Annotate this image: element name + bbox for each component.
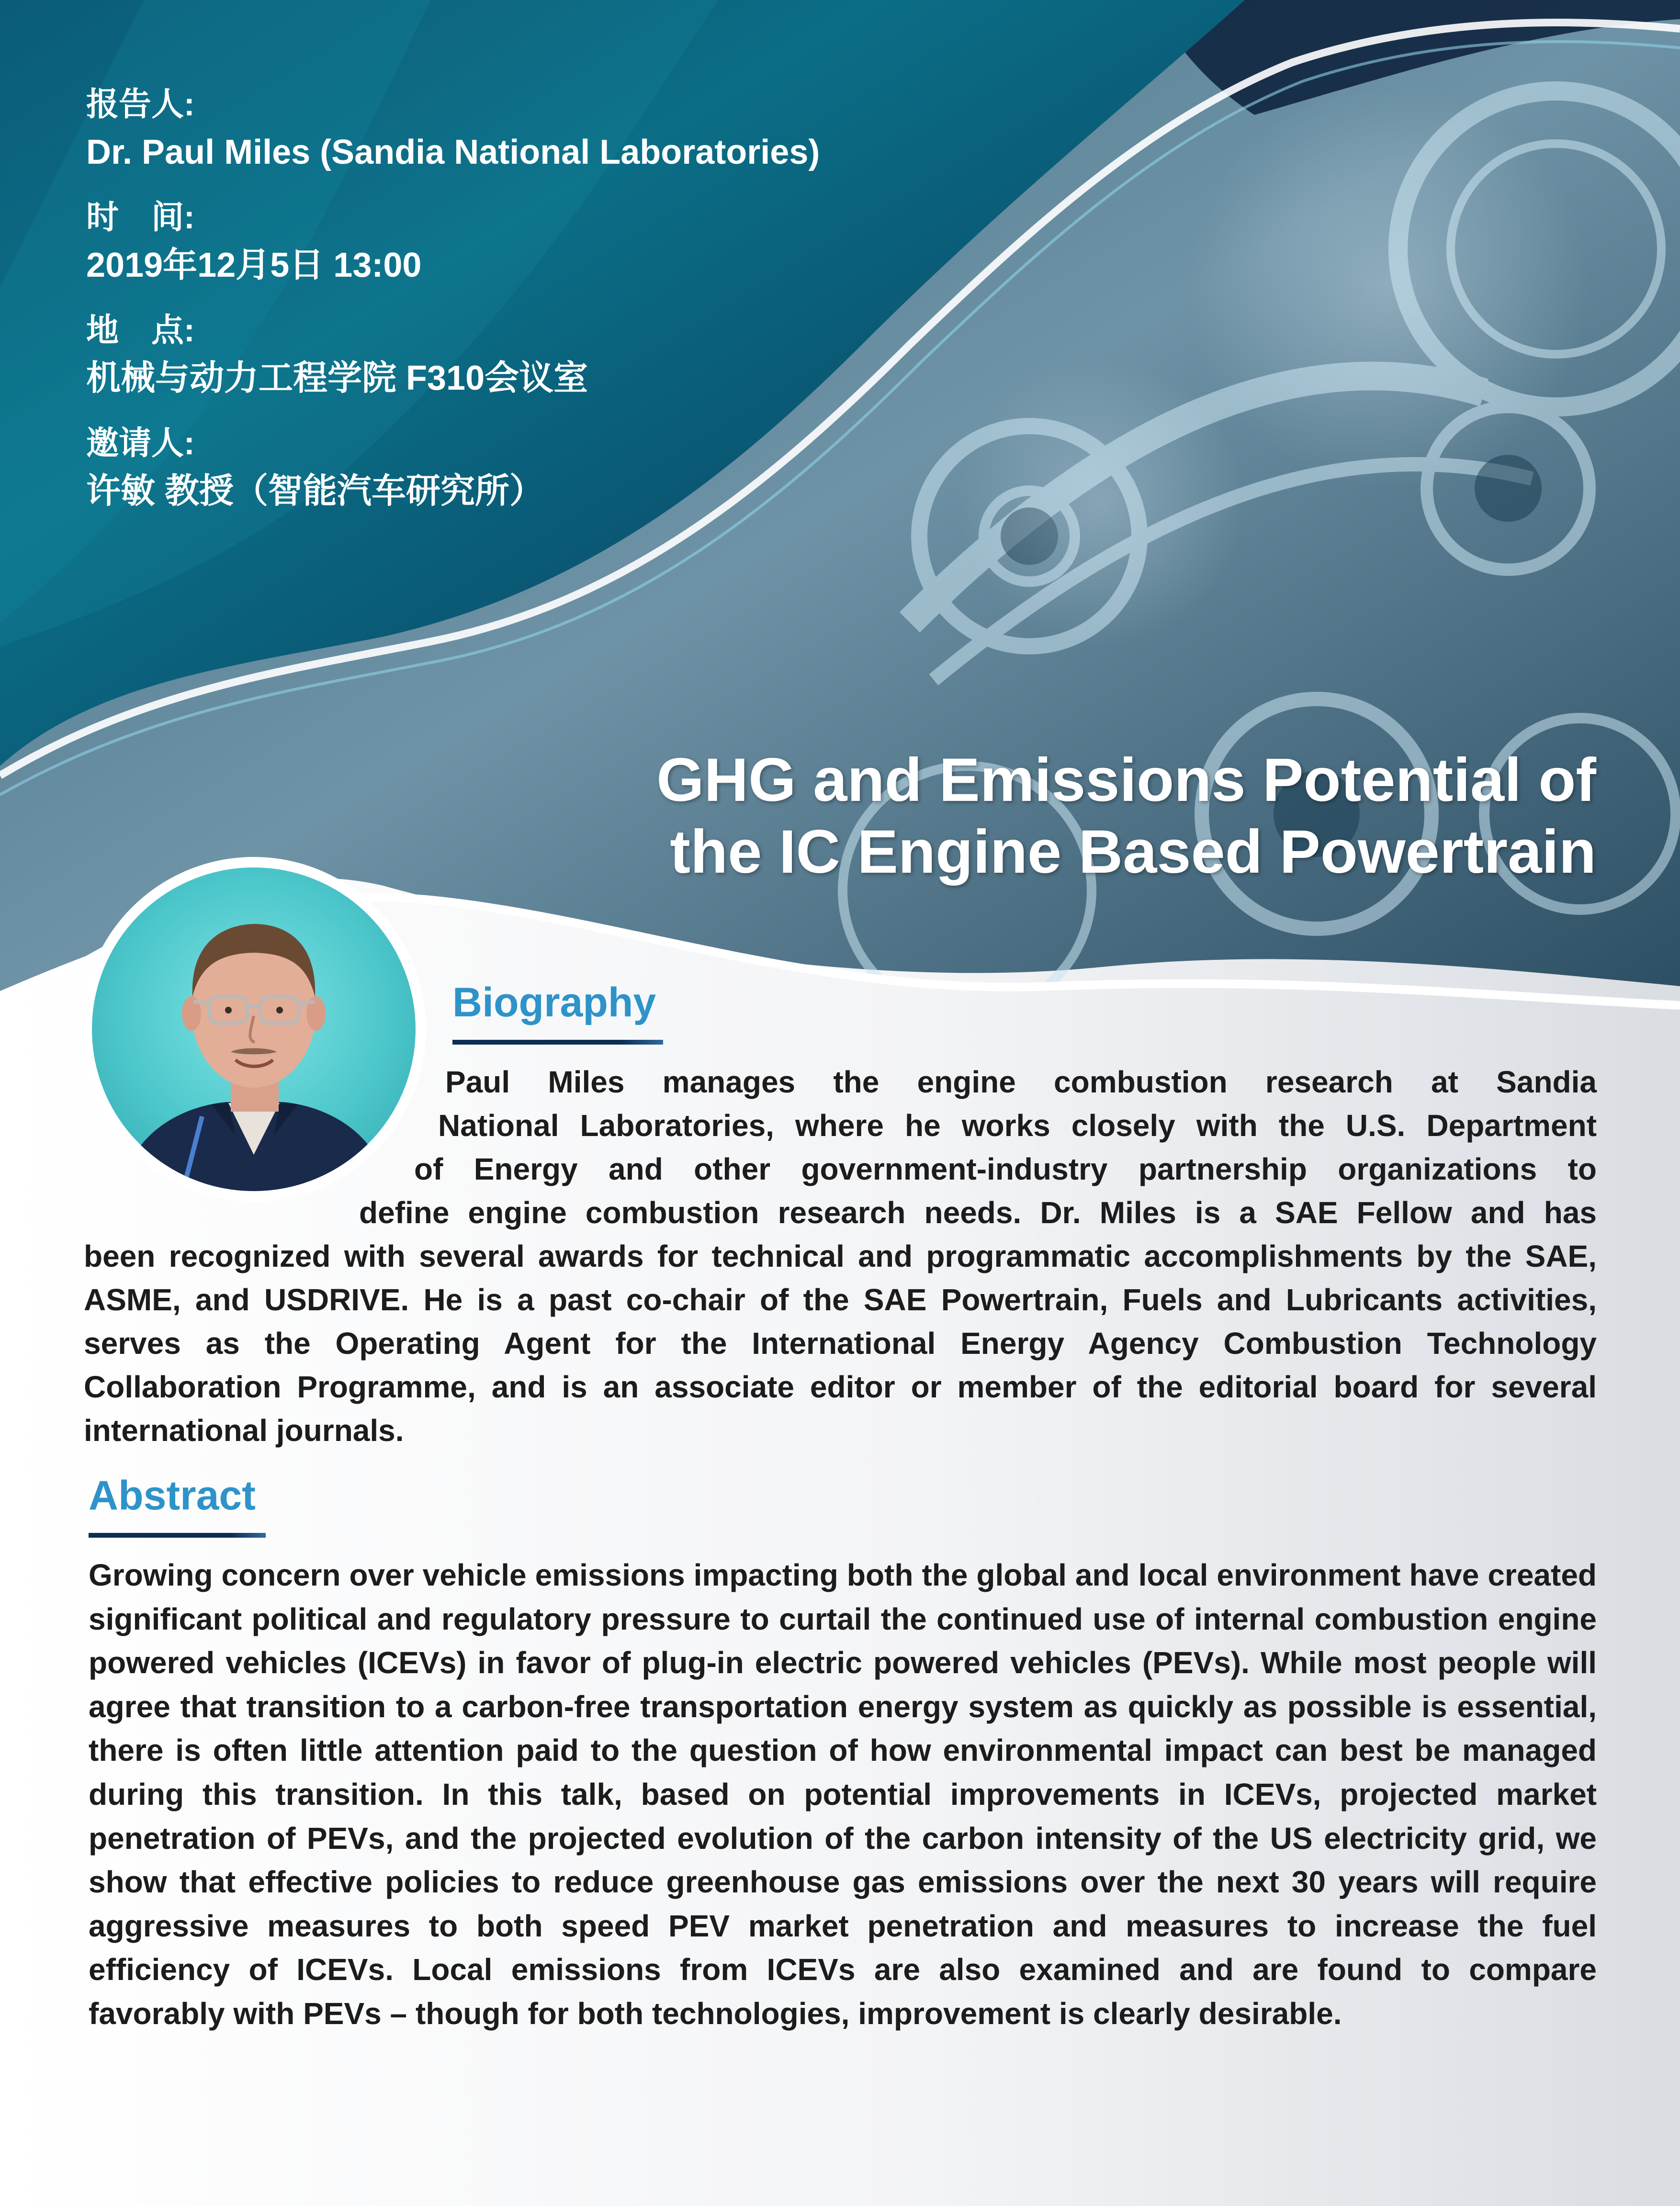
abstract-text: Growing concern over vehicle emissions impacting both the global and local environment have created significant political and regulatory pressure to curtail the continued use of internal combustion engine powered vehicles (ICEVs) in favor of plug-in electric powered vehicles (PEVs). While most people will agree that transition to a carbon-free transportation energy system as quickly as possible is essential, there is often little attention paid to the question of how environmental impact can best be managed during this transition. In this talk, based on potential improvements in ICEVs, projected market penetration of PEVs, and the projected evolution of the carbon intensity of the US electricity grid, we show that effective policies to reduce greenhouse gas emissions over the next 30 years will require aggressive measures to both speed PEV market penetration and measures to increase the fuel efficiency of ICEVs. Local emissions from ICEVs are also examined and are found to compare favorably with PEVs – though for both technologies, improvement is clearly desirable. (89, 1558, 1597, 2031)
time-label: 时 间: (86, 199, 195, 236)
speaker-value: Dr. Paul Miles (Sandia National Laboratories) (86, 133, 820, 171)
biography-text (84, 1060, 1597, 1452)
inviter-value: 许敏 教授（智能汽车研究所） (86, 472, 544, 510)
time-value: 2019年12月5日 13:00 (86, 246, 422, 284)
biography-line-3: of Energy and other government-industry partnership organizations to (414, 1152, 1597, 1186)
inviter-label: 邀请人: (86, 425, 195, 461)
biography-heading: Biography (452, 979, 656, 1025)
event-info (86, 81, 996, 533)
talk-title-line2: the IC Engine Based Powertrain (670, 818, 1596, 886)
biography-rest: been recognized with several awards for technical and programmatic accomplishments by the SAE, ASME, and USDRIVE. He is a past co-chair of the SAE Powertrain, Fuels and Lubricants activities, serves as the Operating Agent for the International Energy Agency Combustion Technology Collaboration Programme, and is an associate editor or member of the editorial board for several international journals. (84, 1239, 1597, 1448)
abstract-heading-underline (89, 1533, 266, 1538)
talk-title (399, 744, 1596, 888)
place-label: 地 点: (86, 312, 195, 349)
speaker-label: 报告人: (86, 86, 195, 123)
biography-line-4: define engine combustion research needs. Dr. Miles is a SAE Fellow and has (359, 1195, 1597, 1230)
talk-title-line1: GHG and Emissions Potential of (656, 746, 1596, 814)
place-value: 机械与动力工程学院 F310会议室 (86, 359, 588, 397)
biography-heading-underline (452, 1040, 663, 1045)
abstract-heading: Abstract (89, 1473, 256, 1519)
biography-line-2: National Laboratories, where he works closely with the U.S. Department (438, 1108, 1597, 1143)
biography-line-1: Paul Miles manages the engine combustion research at Sandia (445, 1065, 1597, 1099)
